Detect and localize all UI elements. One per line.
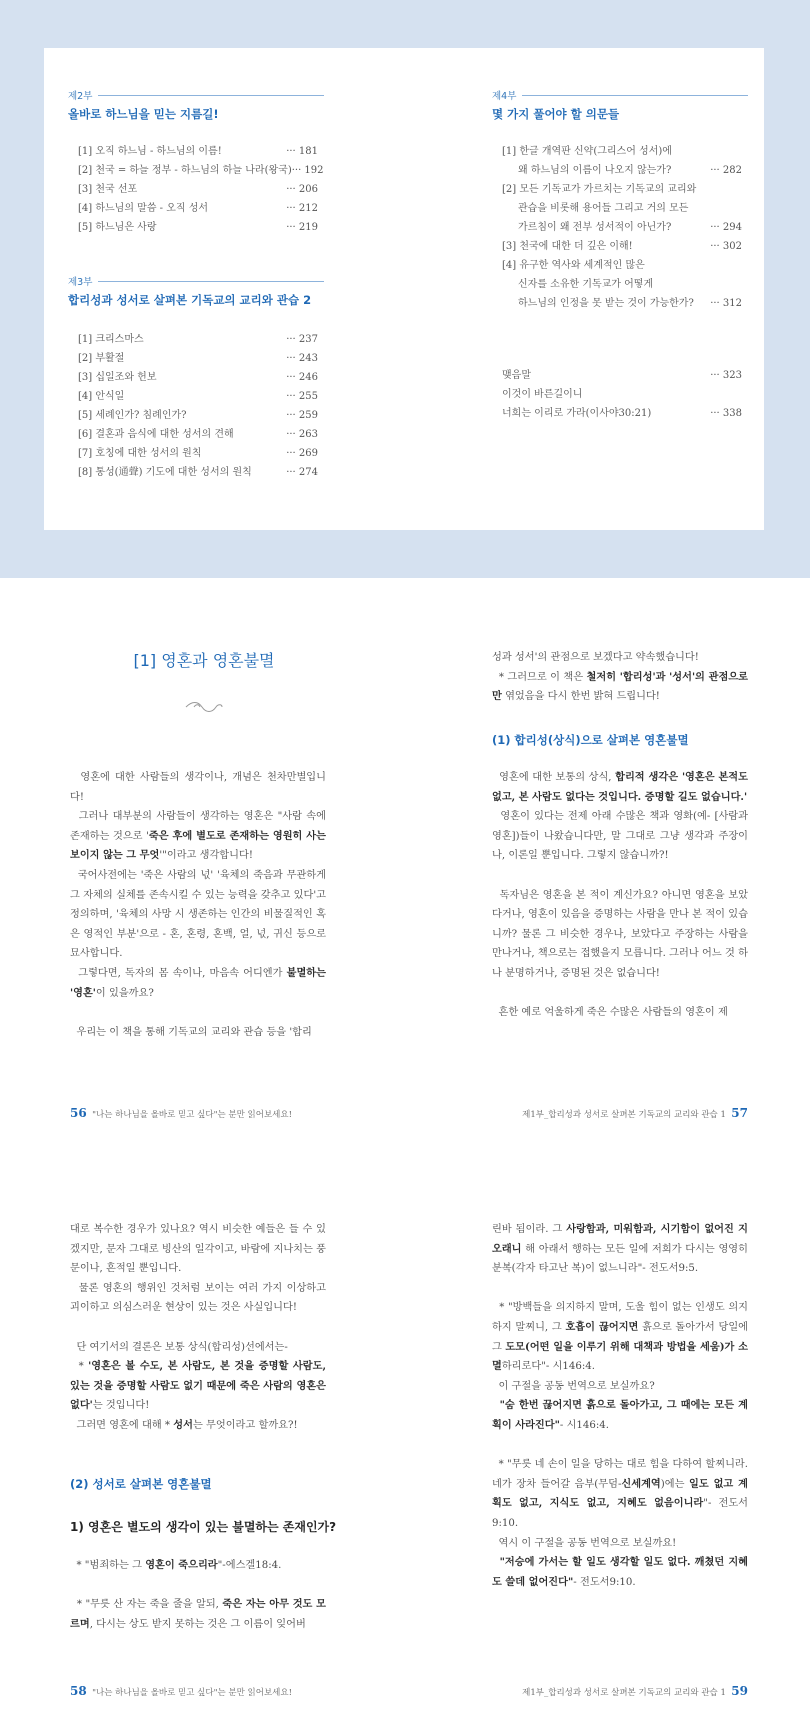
toc-row[interactable]: 맺음말 ··· 323 xyxy=(502,370,742,381)
part2-tag-rule xyxy=(98,95,324,96)
part3-toc-list xyxy=(78,330,318,482)
subsection-title: 1) 영혼은 별도의 생각이 있는 불멸하는 존재인가? xyxy=(70,1520,337,1534)
page57-body-top: 성과 성서'의 관점으로 보겠다고 약속했습니다! * 그러므로 이 책은 철저히 '합리성'과 '성서'의 관점으로만 엮었음을 다시 한번 밝혀 드립니다! xyxy=(492,652,748,703)
toc-row[interactable]: 왜 하느님의 이름이 나오지 않는가? ··· 282 xyxy=(518,165,742,176)
part4-tag-label: 제4부 xyxy=(492,91,517,102)
toc-row[interactable]: [7] 호칭에 대한 성서의 원칙 ··· 269 xyxy=(78,448,318,459)
toc-row[interactable]: 가르침이 왜 전부 성서적이 아닌가? ··· 294 xyxy=(518,222,742,233)
toc-row[interactable]: [1] 오직 하느님 - 하느님의 이름! ··· 181 xyxy=(78,146,318,157)
part3-tag-label: 제3부 xyxy=(68,277,93,288)
footer-running-title: "나는 하나님을 올바로 믿고 싶다"는 분만 읽어보세요! xyxy=(92,1688,292,1698)
footer-running-title: 제1부_합리성과 성서로 살펴본 기독교의 교리와 관습 1 xyxy=(522,1688,726,1698)
part2-tag xyxy=(68,88,324,102)
part3-tag-rule xyxy=(98,281,324,282)
part4-tag-rule xyxy=(522,95,748,96)
toc-row[interactable]: [1] 한글 개역판 신약(그리스어 성서)에 xyxy=(502,146,672,157)
section-title: (2) 성서로 살펴본 영혼불멸 xyxy=(70,1477,212,1491)
page-number: 58 xyxy=(70,1684,87,1698)
footer-right-57 xyxy=(482,1106,748,1120)
toc-row[interactable]: [4] 안식일 ··· 255 xyxy=(78,391,318,402)
toc-row[interactable]: 하느님의 인정을 못 받는 것이 가능한가? ··· 312 xyxy=(518,298,742,309)
page-number: 57 xyxy=(731,1106,748,1120)
part2-toc-list xyxy=(78,142,324,237)
footer-left-56 xyxy=(70,1106,292,1120)
part4-title: 몇 가지 풀어야 할 의문들 xyxy=(492,107,620,121)
toc-row[interactable]: [8] 통성(通聲) 기도에 대한 성서의 원칙 ··· 274 xyxy=(78,467,318,478)
toc-row[interactable]: [4] 하느님의 말씀 - 오직 성서 ··· 212 xyxy=(78,203,318,214)
toc-row[interactable]: [3] 십일조와 헌보 ··· 246 xyxy=(78,372,318,383)
part4-toc-list xyxy=(502,142,742,313)
page-number: 56 xyxy=(70,1106,87,1120)
toc-row[interactable]: 이것이 바른길이니 xyxy=(502,389,583,400)
page56-body: 영혼에 대한 사람들의 생각이나, 개념은 천차만별입니다! 그러나 대부분의 사람들이 생각하는 영혼은 "사람 속에 존재하는 것으로 '죽은 후에 별도로 존재하는 영원히 사는 보이지 않는 그 무엇'"이라고 생각합니다! 국어사전에는 '죽은 사람의 넋' '육체의 죽음과 무관하게 그 자체의 실체를 존속시킬 수 있는 능력을 갖추고 있다'고 정의하며, '육체의 사망 시 생존하는 인간의 비물질적인 혹은 영적인 부분'으로 - 혼, 혼령, 혼백, 얼, 넋, 귀신 등으로 묘사합니다. 그렇다면, 독자의 몸 속이나, 마음속 어디엔가 불멸하는 '영혼'이 있을까요? 우리는 이 책을 통해 기독교의 교리와 관습 등을 '합리 xyxy=(70,772,326,1038)
toc-row[interactable]: [5] 세례인가? 침례인가? ··· 259 xyxy=(78,410,318,421)
part3-tag xyxy=(68,274,324,288)
chapter-title: [1] 영혼과 영혼불멸 xyxy=(133,651,275,670)
toc-row[interactable]: [4] 유구한 역사와 세계적인 많은 xyxy=(502,260,645,271)
footer-running-title: "나는 하나님을 올바로 믿고 싶다"는 분만 읽어보세요! xyxy=(92,1110,292,1120)
toc-row[interactable]: [2] 천국 = 하늘 정부 - 하느님의 하늘 나라(왕국) ··· 192 xyxy=(78,165,324,176)
toc-row[interactable]: [3] 천국에 대한 더 깊은 이해! ··· 302 xyxy=(502,241,742,252)
toc-row[interactable]: 너희는 이리로 가라(이사야30:21) ··· 338 xyxy=(502,408,742,419)
page59-body: 린바 됨이라. 그 사랑함과, 미워함과, 시기함이 없어진 지 오래니 해 아래서 행하는 모든 일에 저희가 다시는 영영히 분복(각자 타고난 복)이 없느니라"- 전도서9:5. * "방백들을 의지하지 말며, 도울 힘이 없는 인생도 의지하지 말찌니, 그 호흡이 끊어지면 흙으로 돌아가서 당일에 그 도모(어떤 일을 이루기 위해 대책과 방법을 세움)가 소멸하리로다"- 시146:4. 이 구절을 공동 번역으로 보실까요? "숨 한번 끊어지면 흙으로 돌아가고, 그 때에는 모든 계획이 사라진다"- 시146:4. * "무릇 네 손이 일을 당하는 대로 힘을 다하여 할찌니라. 네가 장차 들어갈 음부(무덤-신세계역)에는 일도 없고 계획도 없고, 지식도 없고, 지혜도 없음이니라"- 전도서9:10. 역시 이 구절을 공동 번역으로 보실까요! "저승에 가서는 할 일도 생각할 일도 없다. 깨쳤던 지혜도 쓸데 없어진다"- 전도서9:10. xyxy=(492,1223,749,1588)
part4-extras-list xyxy=(502,366,742,423)
page57-body: 영혼에 대한 보통의 상식, 합리적 생각은 '영혼은 본적도 없고, 본 사람도 없다는 것입니다. 증명할 길도 없습니다.' 영혼이 있다는 전제 아래 수많은 책과 영화(예- [사람과 영혼])들이 나왔습니다만, 말 그대로 그냥 생각과 주장이나, 이론일 뿐입니다. 그렇지 않습니까?! 독자님은 영혼을 본 적이 계신가요? 아니면 영혼을 보았다거나, 영혼이 있음을 증명하는 사람을 만나 본 적이 있습니까? 물론 그 비슷한 경우나, 보았다고 주장하는 사람을 만나거나, 책으로는 접했을지 모릅니다. 그러나 어느 것 하나 분명하거나, 증명된 것은 없습니다! 흔한 예로 억울하게 죽은 수많은 사람들의 영혼이 제 xyxy=(492,771,748,1019)
toc-row[interactable]: [2] 부활절 ··· 243 xyxy=(78,353,318,364)
page-number: 59 xyxy=(731,1684,748,1698)
part3-title: 합리성과 성서로 살펴본 기독교의 교리와 관습 2 xyxy=(68,293,312,307)
part2-title: 올바로 하느님을 믿는 지름길! xyxy=(68,107,219,121)
toc-row[interactable]: [3] 천국 선포 ··· 206 xyxy=(78,184,318,195)
footer-right-59 xyxy=(482,1684,748,1698)
toc-row[interactable]: 관습을 비롯해 용어들 그리고 거의 모든 xyxy=(518,203,689,214)
footer-left-58 xyxy=(70,1684,292,1698)
page58-body-bottom: * "범죄하는 그 영혼이 죽으리라"-에스겔18:4. * "무릇 산 자는 죽을 줄을 알되, 죽은 자는 아무 것도 모르며, 다시는 상도 받지 못하는 것은 그 이름이 잊어버 xyxy=(70,1559,326,1630)
part4-tag xyxy=(492,88,748,102)
page58-body-top: 대로 복수한 경우가 있나요? 역시 비슷한 예들은 들 수 있겠지만, 문자 그대로 빙산의 일각이고, 바람에 지나치는 풍문이나, 흔적일 뿐입니다. 물론 영혼의 행위인 것처럼 보이는 여러 가지 이상하고 괴이하고 의심스러운 현상이 있는 것은 사실입니다! 단 여기서의 결론은 보통 상식(합리성)선에서는- * '영혼은 볼 수도, 본 사람도, 본 것을 증명할 사람도, 있는 것을 증명할 사람도 없기 때문에 죽은 사람의 영혼은 없다'는 것입니다! 그러면 영혼에 대해 * 성서는 무엇이라고 할까요?! xyxy=(70,1224,326,1431)
toc-row[interactable]: [1] 크리스마스 ··· 237 xyxy=(78,334,318,345)
toc-row[interactable]: [2] 모든 기독교가 가르치는 기독교의 교리와 xyxy=(502,184,697,195)
toc-row[interactable]: 신자를 소유한 기독교가 어떻게 xyxy=(518,279,654,290)
part2-tag-label: 제2부 xyxy=(68,91,93,102)
footer-running-title: 제1부_합리성과 성서로 살펴본 기독교의 교리와 관습 1 xyxy=(522,1110,726,1120)
toc-row[interactable]: [6] 결혼과 음식에 대한 성서의 견해 ··· 263 xyxy=(78,429,318,440)
toc-row[interactable]: [5] 하느님은 사랑 ··· 219 xyxy=(78,222,318,233)
ornament-icon xyxy=(184,700,224,718)
section-title: (1) 합리성(상식)으로 살펴본 영혼불멸 xyxy=(492,733,689,747)
